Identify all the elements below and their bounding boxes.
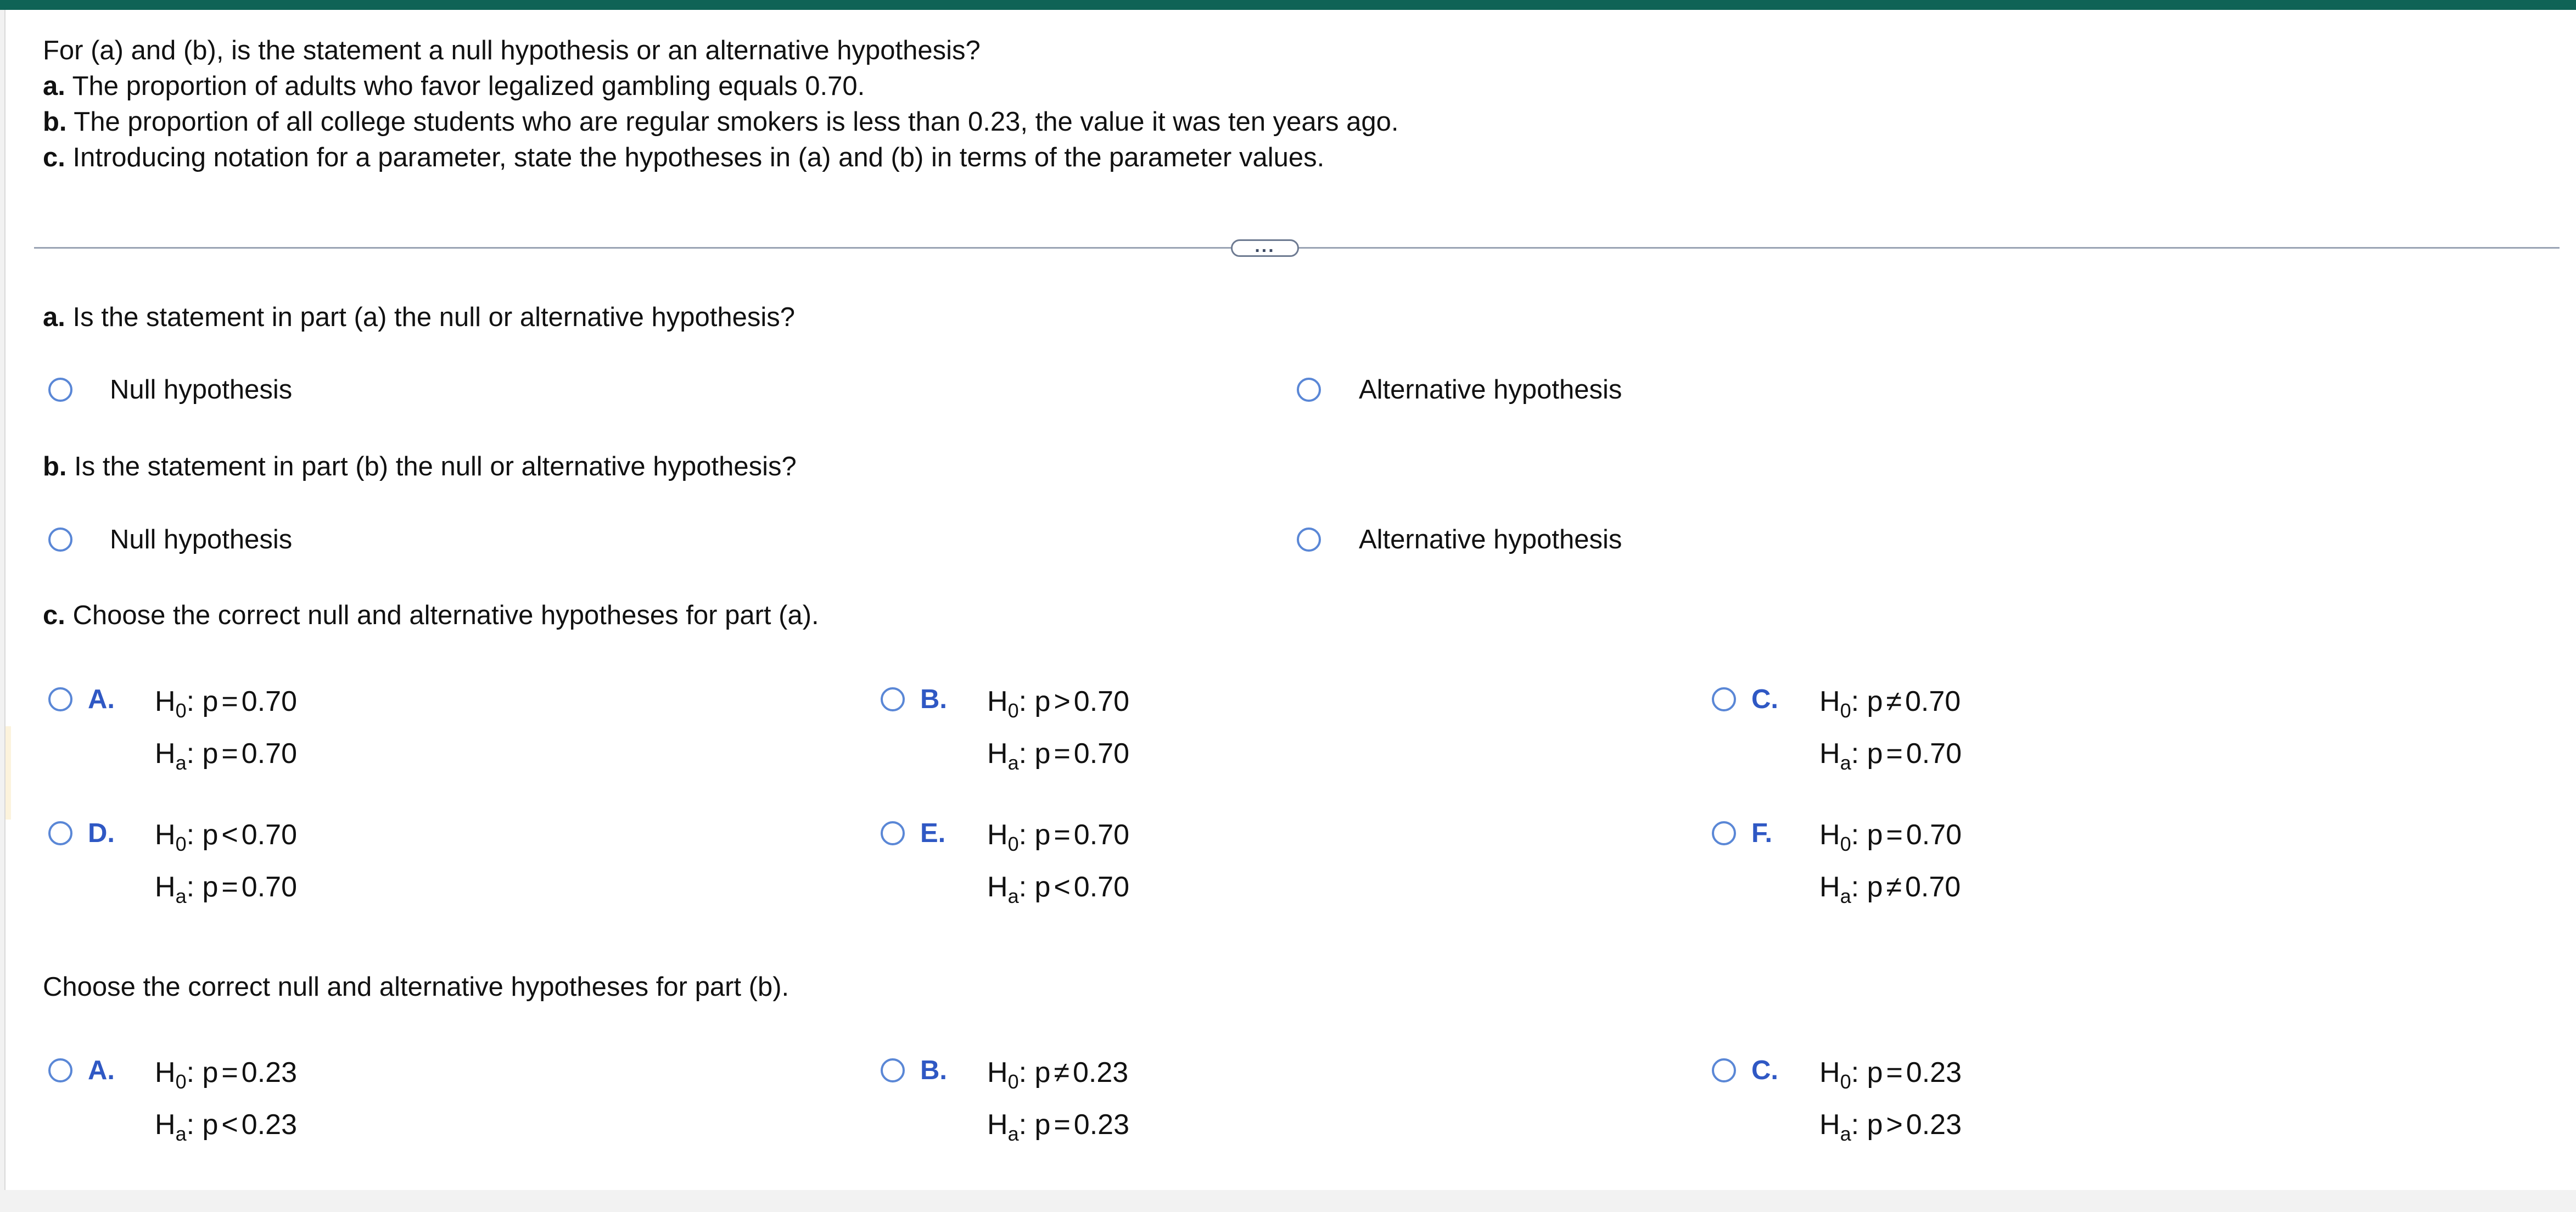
problem-item-c bbox=[43, 141, 1324, 174]
radio-button[interactable] bbox=[1712, 687, 1736, 711]
null-hypothesis: $H_0$: p > 0.70 bbox=[987, 686, 1130, 722]
option-label: Alternative hypothesis bbox=[1359, 525, 1622, 554]
radio-button[interactable] bbox=[881, 821, 905, 845]
part-a-label: a. bbox=[43, 302, 65, 332]
problem-item-c-text: Introducing notation for a parameter, state the hypotheses in (a) and (b) in terms of the parameter values. bbox=[72, 143, 1325, 172]
radio-button[interactable] bbox=[48, 687, 72, 711]
part-b-label: b. bbox=[43, 452, 67, 481]
option-letter: F. bbox=[1751, 818, 1773, 848]
side-accent bbox=[5, 726, 11, 820]
alternative-hypothesis: $H_a$: p = 0.70 bbox=[1819, 738, 1962, 774]
alternative-hypothesis: $H_a$: p = 0.70 bbox=[987, 738, 1130, 774]
option-letter: B. bbox=[920, 684, 947, 714]
null-hypothesis: $H_0$: p ≠ 0.70 bbox=[1819, 686, 1961, 722]
radio-button[interactable] bbox=[48, 378, 72, 402]
null-hypothesis: $H_0$: p = 0.23 bbox=[1819, 1057, 1962, 1093]
part-c-label: c. bbox=[43, 601, 65, 630]
null-hypothesis: $H_0$: p ≠ 0.23 bbox=[987, 1057, 1129, 1093]
alternative-hypothesis: $H_a$: p = 0.23 bbox=[987, 1109, 1130, 1145]
alternative-hypothesis: $H_a$: p < 0.23 bbox=[155, 1109, 298, 1145]
part-b-question bbox=[43, 450, 797, 483]
radio-button[interactable] bbox=[881, 687, 905, 711]
alternative-hypothesis: $H_a$: p < 0.70 bbox=[987, 871, 1130, 907]
problem-item-a bbox=[43, 70, 865, 103]
alternative-hypothesis: $H_a$: p = 0.70 bbox=[155, 738, 298, 774]
option-label: Null hypothesis bbox=[110, 525, 293, 554]
part-a-question-text: Is the statement in part (a) the null or alternative hypothesis? bbox=[72, 302, 796, 332]
null-hypothesis: $H_0$: p < 0.70 bbox=[155, 819, 298, 855]
problem-item-a-text: The proportion of adults who favor legalized gambling equals 0.70. bbox=[72, 71, 865, 101]
top-header-bar bbox=[0, 0, 2576, 10]
null-hypothesis: $H_0$: p = 0.70 bbox=[1819, 819, 1962, 855]
option-letter: C. bbox=[1751, 684, 1778, 714]
alternative-hypothesis: $H_a$: p = 0.70 bbox=[155, 871, 298, 907]
radio-button[interactable] bbox=[1297, 528, 1321, 552]
problem-item-b-text: The proportion of all college students who are regular smokers is less than 0.23, the value it was ten years ago. bbox=[74, 107, 1399, 137]
problem-item-a-label: a. bbox=[43, 71, 65, 101]
radio-button[interactable] bbox=[48, 528, 72, 552]
option-letter: E. bbox=[920, 818, 946, 848]
problem-item-b bbox=[43, 105, 1398, 138]
part-c-question bbox=[43, 599, 819, 632]
radio-button[interactable] bbox=[48, 821, 72, 845]
problem-intro: For (a) and (b), is the statement a null hypothesis or an alternative hypothesis? bbox=[43, 36, 981, 65]
alternative-hypothesis: $H_a$: p ≠ 0.70 bbox=[1819, 871, 1961, 907]
radio-button[interactable] bbox=[1712, 821, 1736, 845]
null-hypothesis: $H_0$: p = 0.23 bbox=[155, 1057, 298, 1093]
option-letter: B. bbox=[920, 1056, 947, 1085]
part-c2-question: Choose the correct null and alternative hypotheses for part (b). bbox=[43, 972, 789, 1002]
null-hypothesis: $H_0$: p = 0.70 bbox=[987, 819, 1130, 855]
problem-item-b-label: b. bbox=[43, 107, 67, 137]
option-letter: A. bbox=[88, 684, 115, 714]
option-letter: D. bbox=[88, 818, 115, 848]
part-b-question-text: Is the statement in part (b) the null or alternative hypothesis? bbox=[74, 452, 797, 481]
radio-button[interactable] bbox=[1297, 378, 1321, 402]
expand-more-button[interactable]: ... bbox=[1231, 239, 1299, 257]
part-c-question-text: Choose the correct null and alternative hypotheses for part (a). bbox=[72, 601, 819, 630]
option-label: Alternative hypothesis bbox=[1359, 375, 1622, 405]
radio-button[interactable] bbox=[48, 1058, 72, 1082]
problem-item-c-label: c. bbox=[43, 143, 65, 172]
alternative-hypothesis: $H_a$: p > 0.23 bbox=[1819, 1109, 1962, 1145]
radio-button[interactable] bbox=[1712, 1058, 1736, 1082]
null-hypothesis: $H_0$: p = 0.70 bbox=[155, 686, 298, 722]
radio-button[interactable] bbox=[881, 1058, 905, 1082]
part-a-question bbox=[43, 301, 795, 334]
option-letter: A. bbox=[88, 1056, 115, 1085]
option-label: Null hypothesis bbox=[110, 375, 293, 405]
option-letter: C. bbox=[1751, 1056, 1778, 1085]
question-panel bbox=[4, 10, 2576, 1190]
